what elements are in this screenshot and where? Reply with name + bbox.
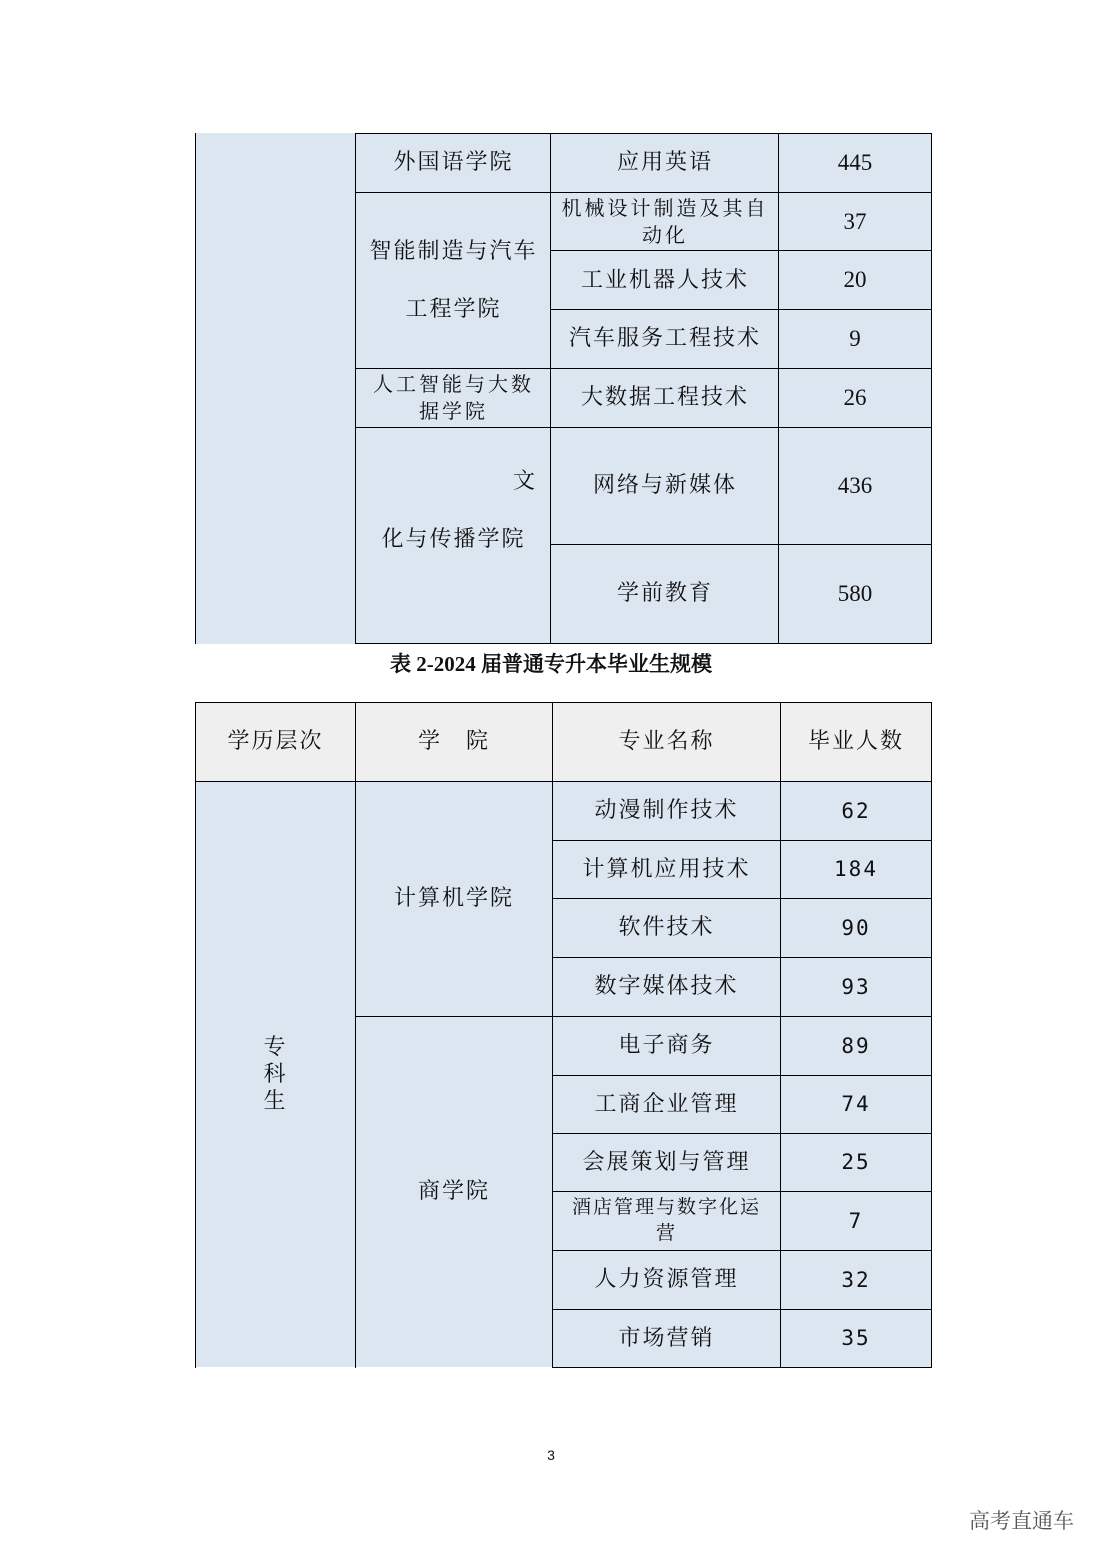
table2-count: 93: [841, 974, 871, 999]
header-college: 学 院: [417, 729, 490, 755]
table2-count: 7: [848, 1208, 864, 1233]
table-border: [550, 250, 932, 251]
table1-major: 应用英语: [616, 150, 713, 176]
table2-count: 25: [841, 1150, 871, 1175]
table1-major: 大数据工程技术: [580, 385, 749, 411]
level-char: 专: [263, 1035, 288, 1060]
table2-major-hotel: [553, 1192, 780, 1250]
table-border: [550, 133, 551, 644]
table2-major: 计算机应用技术: [582, 856, 751, 882]
table-border: [195, 781, 932, 782]
table-border: [552, 1133, 932, 1134]
table2-count: 184: [834, 857, 878, 882]
table2-major: 软件技术: [618, 915, 715, 941]
table-border: [355, 368, 932, 369]
table2-major: 市场营销: [618, 1325, 715, 1351]
table2-count: 90: [841, 915, 871, 940]
table-border: [355, 133, 356, 644]
table-border: [780, 702, 781, 1368]
table2-major: 数字媒体技术: [594, 974, 739, 1000]
table1-level-column: [195, 133, 355, 644]
table1-college-foreign: 外国语学院: [393, 150, 514, 176]
watermark: 高考直通车: [969, 1509, 1074, 1533]
college-line: 人工智能与大数: [373, 372, 534, 396]
major-line: 机械设计制造及其自: [561, 196, 769, 220]
college-line: 工程学院: [405, 296, 502, 322]
table-border: [552, 898, 932, 899]
college-line: 化与传播学院: [381, 527, 526, 552]
table-border: [195, 702, 196, 1368]
major-line: 酒店管理与数字化运: [571, 1196, 761, 1219]
table1-major-mechanical: [551, 193, 779, 251]
table1-college-culture: [356, 428, 551, 643]
table2-major: 工商企业管理: [594, 1091, 739, 1117]
table2-count: 89: [841, 1033, 871, 1058]
table-border: [195, 702, 932, 703]
table-border: [931, 702, 932, 1368]
header-major: 专业名称: [618, 729, 715, 755]
table1-count: 580: [837, 580, 873, 606]
table-border: [552, 702, 553, 1368]
table2-count: 32: [841, 1267, 871, 1292]
table1-college-ai: [356, 369, 551, 427]
header-level: 学历层次: [227, 729, 324, 755]
header-count: 毕业人数: [807, 729, 904, 755]
table-border: [355, 643, 932, 644]
table-border: [552, 1367, 932, 1368]
table-border: [552, 840, 932, 841]
table2-major: 人力资源管理: [594, 1267, 739, 1293]
level-cell: [196, 782, 355, 1367]
table2-major: 电子商务: [618, 1033, 715, 1059]
table-caption: 表 2-2024 届普通专升本毕业生规模: [390, 652, 712, 676]
table-border: [355, 702, 356, 1368]
table2-count: 62: [841, 798, 871, 823]
table-border: [195, 133, 196, 644]
table-border: [778, 133, 779, 644]
table-border: [552, 1075, 932, 1076]
table-border: [355, 427, 932, 428]
table1-major: 学前教育: [616, 581, 713, 607]
level-char: 生: [263, 1089, 288, 1114]
table2-count: 35: [841, 1326, 871, 1351]
college-line: 据学院: [419, 399, 488, 423]
table1-count: 436: [837, 472, 873, 498]
major-line: 营: [655, 1222, 677, 1244]
table1-count: 20: [843, 267, 867, 293]
table2-count: 74: [841, 1092, 871, 1117]
table-border: [355, 1016, 932, 1017]
page-number: 3: [547, 1447, 555, 1463]
table-border: [355, 133, 932, 134]
table-border: [552, 957, 932, 958]
table-border: [552, 1250, 932, 1251]
table1-count: 26: [843, 384, 867, 410]
table-border: [550, 309, 932, 310]
table-border: [355, 192, 932, 193]
table1-count: 9: [849, 325, 861, 351]
college-line: 文: [512, 469, 537, 494]
table1-count: 445: [837, 149, 873, 175]
major-line: 动化: [642, 223, 688, 247]
table1-college-intelligent: [356, 193, 551, 368]
table-border: [550, 544, 932, 545]
table1-count: 37: [843, 208, 867, 234]
table2-major: 动漫制作技术: [594, 798, 739, 824]
table1-major: 网络与新媒体: [592, 473, 737, 499]
college-line: 智能制造与汽车: [369, 238, 538, 264]
college-business: 商学院: [417, 1179, 490, 1205]
table-border: [931, 133, 932, 644]
college-computer: 计算机学院: [393, 886, 514, 912]
level-char: 科: [263, 1062, 288, 1087]
table-border: [552, 1191, 932, 1192]
table-border: [552, 1309, 932, 1310]
table1-major: 汽车服务工程技术: [568, 326, 761, 352]
table2-major: 会展策划与管理: [582, 1149, 751, 1175]
table1-major: 工业机器人技术: [580, 267, 749, 293]
